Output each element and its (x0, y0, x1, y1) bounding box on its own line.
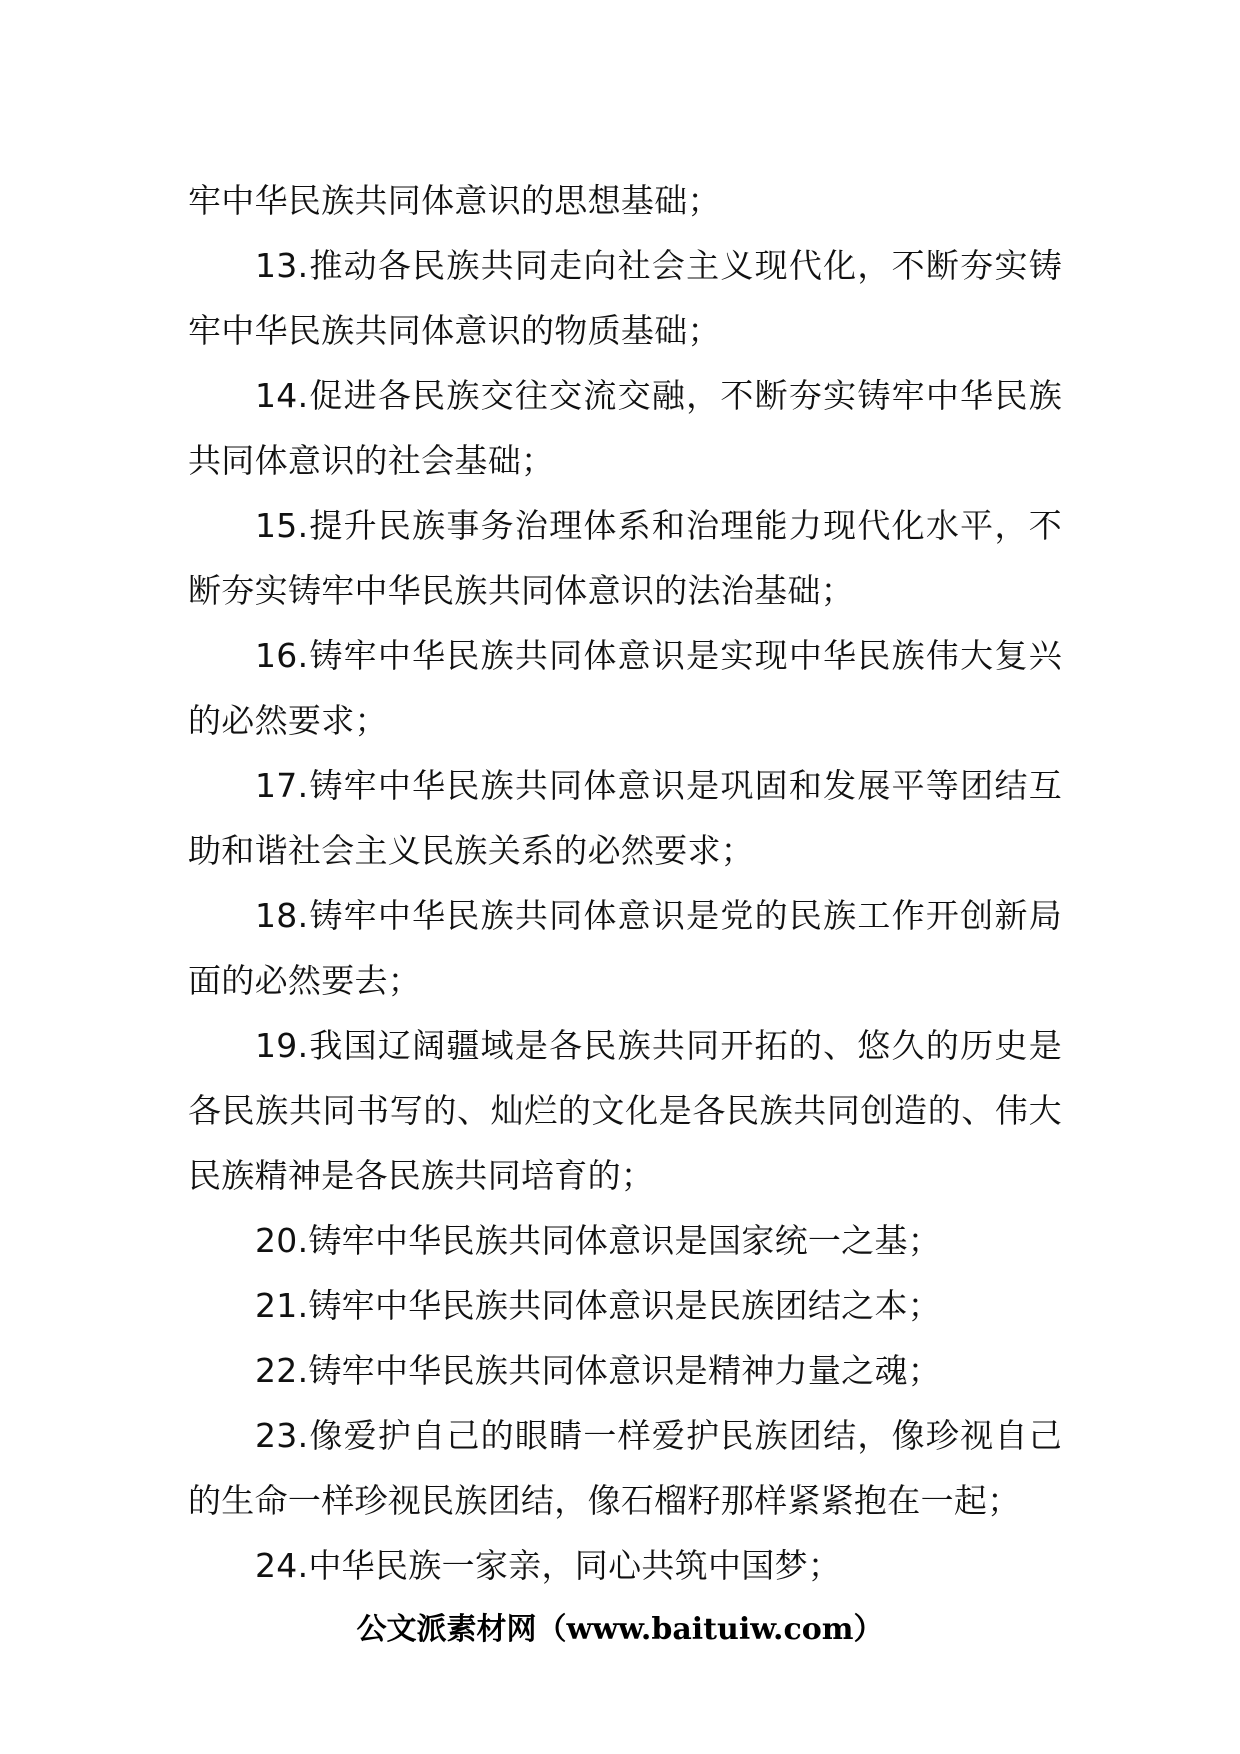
document-body (188, 168, 1062, 1598)
list-item-14: 14.促进各民族交往交流交融，不断夯实铸牢中华民族共同体意识的社会基础； (188, 376, 1062, 480)
list-item-22: 22.铸牢中华民族共同体意识是精神力量之魂； (255, 1351, 942, 1390)
list-item-19: 19.我国辽阔疆域是各民族共同开拓的、悠久的历史是各民族共同书写的、灿烂的文化是各民族共同创造的、伟大民族精神是各民族共同培育的； (188, 1026, 1062, 1195)
paragraph-continuation: 牢中华民族共同体意识的思想基础； (188, 181, 721, 220)
list-item-15: 15.提升民族事务治理体系和治理能力现代化水平，不断夯实铸牢中华民族共同体意识的法治基础； (188, 506, 1062, 610)
list-item-18: 18.铸牢中华民族共同体意识是党的民族工作开创新局面的必然要去； (188, 896, 1062, 1000)
list-item-17: 17.铸牢中华民族共同体意识是巩固和发展平等团结互助和谐社会主义民族关系的必然要求； (188, 766, 1062, 870)
list-item-23: 23.像爱护自己的眼睛一样爱护民族团结，像珍视自己的生命一样珍视民族团结，像石榴籽那样紧紧抱在一起； (188, 1416, 1062, 1520)
list-item-13: 13.推动各民族共同走向社会主义现代化，不断夯实铸牢中华民族共同体意识的物质基础； (188, 246, 1062, 350)
footer-source-label: 公文派素材网（www.baituiw.com） (356, 1612, 884, 1647)
list-item-16: 16.铸牢中华民族共同体意识是实现中华民族伟大复兴的必然要求； (188, 636, 1062, 740)
list-item-21: 21.铸牢中华民族共同体意识是民族团结之本； (255, 1286, 942, 1325)
list-item-24: 24.中华民族一家亲，同心共筑中国梦； (255, 1546, 842, 1585)
document-page (188, 168, 1062, 1598)
list-item-20: 20.铸牢中华民族共同体意识是国家统一之基； (255, 1221, 942, 1260)
